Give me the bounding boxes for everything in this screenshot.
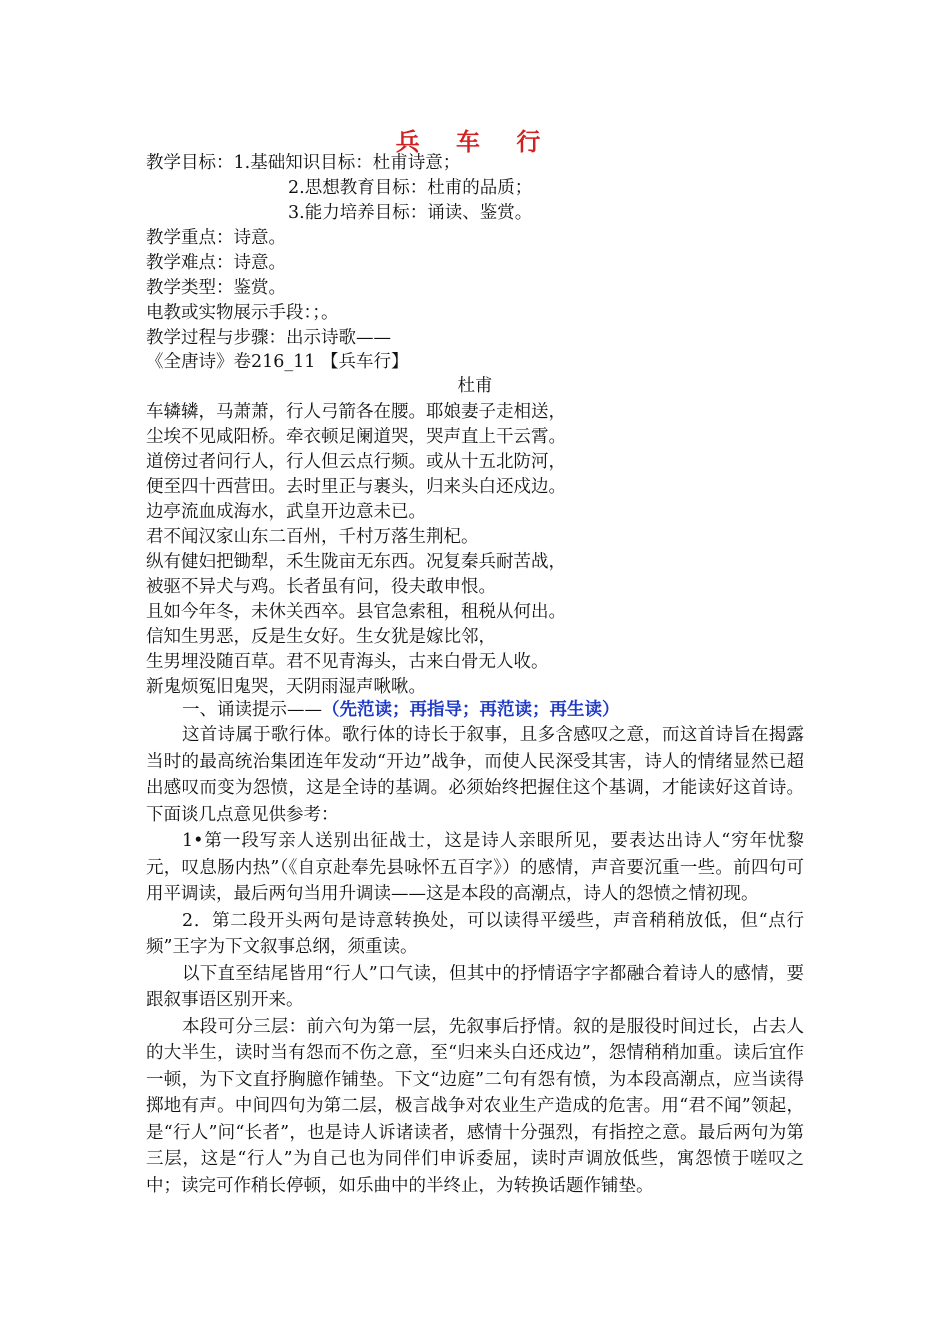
page-title: 兵 车 行 (395, 127, 555, 156)
poem-line: 车辚辚，马萧萧，行人弓箭各在腰。耶娘妻子走相送， (146, 402, 566, 422)
reading-hint: （先范读；再指导；再范读；再生读） (322, 700, 620, 720)
teaching-process: 教学过程与步骤：出示诗歌—— (146, 328, 391, 348)
teaching-focus: 教学重点：诗意。 (146, 228, 286, 248)
teaching-media: 电教或实物展示手段：；。 (146, 303, 339, 323)
paragraph: 2．第二段开头两句是诗意转换处，可以读得平缓些，声音稍稍放低，但“点行频”王字为下文叙事总纲，须重读。 (146, 910, 804, 957)
poem-line: 且如今年冬，未休关西卒。县官急索租，租税从何出。 (146, 602, 566, 622)
section-heading (182, 698, 620, 722)
body-text (146, 722, 804, 1199)
poem-source: 《全唐诗》卷216_11 【兵车行】 (146, 352, 409, 372)
poem-line: 被驱不异犬与鸡。长者虽有问，役夫敢申恨。 (146, 577, 496, 597)
section-heading-text: 一、诵读提示—— (182, 700, 322, 720)
paragraph: 1•第一段写亲人送别出征战士，这是诗人亲眼所见，要表达出诗人“穷年忧黎元，叹息肠内热”（《自京赴奉先县咏怀五百字》）的感情，声音要沉重一些。前四句可用平调读，最后两句当用升调读——这是本段的高潮点，诗人的怨愤之情初现。 (146, 831, 804, 904)
teaching-difficulty: 教学难点：诗意。 (146, 253, 286, 273)
poem-line: 边亭流血成海水，武皇开边意未已。 (146, 502, 426, 522)
poem-line: 纵有健妇把锄犁，禾生陇亩无东西。况复秦兵耐苦战， (146, 552, 566, 572)
paragraph: 以下直至结尾皆用“行人”口气读，但其中的抒情语字字都融合着诗人的感情，要跟叙事语区别开来。 (146, 963, 804, 1010)
teaching-type: 教学类型：鉴赏。 (146, 278, 286, 298)
poem-line: 生男埋没随百草。君不见青海头，古来白骨无人收。 (146, 652, 549, 672)
poem-line: 尘埃不见咸阳桥。牵衣顿足阑道哭，哭声直上干云霄。 (146, 427, 566, 447)
objectives-line-3: 3.能力培养目标：诵读、鉴赏。 (288, 203, 533, 223)
objectives-line-2: 2.思想教育目标：杜甫的品质； (288, 178, 533, 198)
poem-author: 杜甫 (457, 376, 493, 396)
paragraph: 这首诗属于歌行体。歌行体的诗长于叙事，且多含感叹之意，而这首诗旨在揭露当时的最高统治集团连年发动“开边”战争，而使人民深受其害，诗人的情绪显然已超出感叹而变为怨愤，这是全诗的基调。必须始终把握住这个基调，才能读好这首诗。下面谈几点意见供参考： (146, 725, 804, 825)
paragraph: 本段可分三层：前六句为第一层，先叙事后抒情。叙的是服役时间过长，占去人的大半生，读时当有怨而不伤之意，至“归来头白还戍边”，怨情稍稍加重。读后宜作一顿，为下文直抒胸臆作铺垫。下文“边庭”二句有怨有愤，为本段高潮点，应当读得掷地有声。中间四句为第二层，极言战争对农业生产造成的危害。用“君不闻”领起，是“行人”问“长者”，也是诗人诉诸读者，感情十分强烈，有指控之意。最后两句为第三层，这是“行人”为自己也为同伴们申诉委屈，读时声调放低些，寓怨愤于嗟叹之中；读完可作稍长停顿，如乐曲中的半终止，为转换话题作铺垫。 (146, 1016, 804, 1196)
poem-line: 君不闻汉家山东二百州，千村万落生荆杞。 (146, 527, 479, 547)
poem-line: 新鬼烦冤旧鬼哭，天阴雨湿声啾啾。 (146, 677, 426, 697)
poem-line: 信知生男恶，反是生女好。生女犹是嫁比邻， (146, 627, 496, 647)
poem-line: 道傍过者问行人，行人但云点行频。或从十五北防河， (146, 452, 566, 472)
objectives-line-1: 教学目标：1.基础知识目标：杜甫诗意； (146, 153, 461, 173)
poem-line: 便至四十西营田。去时里正与裹头，归来头白还戍边。 (146, 477, 566, 497)
